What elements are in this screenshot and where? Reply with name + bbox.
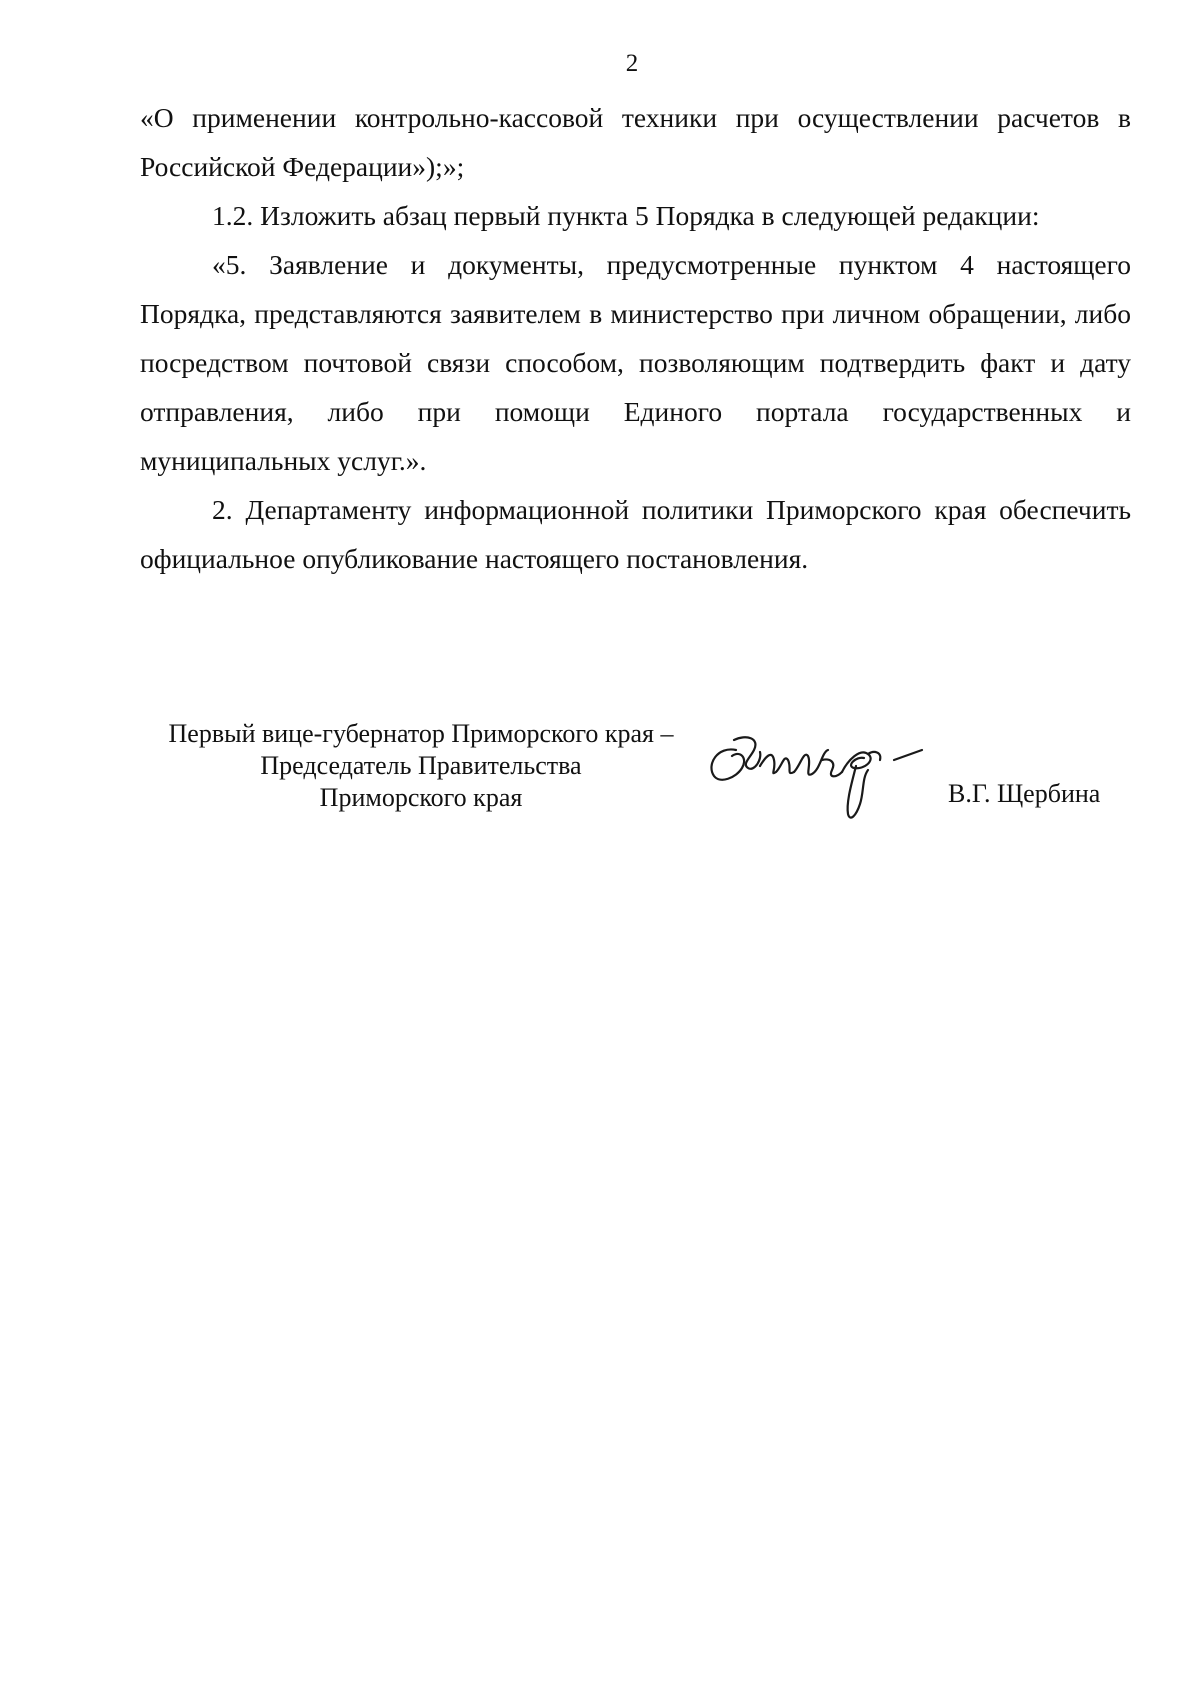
paragraph-continuation: «О применении контрольно-кассовой техники при осуществлении расчетов в Российской Федерации»);»; <box>140 102 1131 182</box>
signature-block <box>136 718 1136 838</box>
paragraph-2: 2. Департаменту информационной политики Приморского края обеспечить официальное опубликование настоящего постановления. <box>140 494 1131 574</box>
handwritten-signature <box>696 720 926 830</box>
signatory-title-line-1: Первый вице-губернатор Приморского края – <box>168 719 674 748</box>
page-number: 2 <box>625 50 639 77</box>
signatory-title-line-3: Приморского края <box>319 783 523 812</box>
document-body <box>140 93 1131 583</box>
signatory-title-line-2: Председатель Правительства <box>260 751 582 780</box>
signatory-name: В.Г. Щербина <box>948 779 1101 808</box>
signatory-title <box>136 718 706 814</box>
paragraph-1-2: 1.2. Изложить абзац первый пункта 5 Порядка в следующей редакции: <box>212 200 1040 231</box>
paragraph-quoted-item-5: «5. Заявление и документы, предусмотренные пунктом 4 настоящего Порядка, представляются заявителем в министерство при личном обращении, либо посредством почтовой связи способом, позволяющим подтвердить факт и дату отправления, либо при помощи Единого портала государственных и муниципальных услуг.». <box>140 249 1131 476</box>
